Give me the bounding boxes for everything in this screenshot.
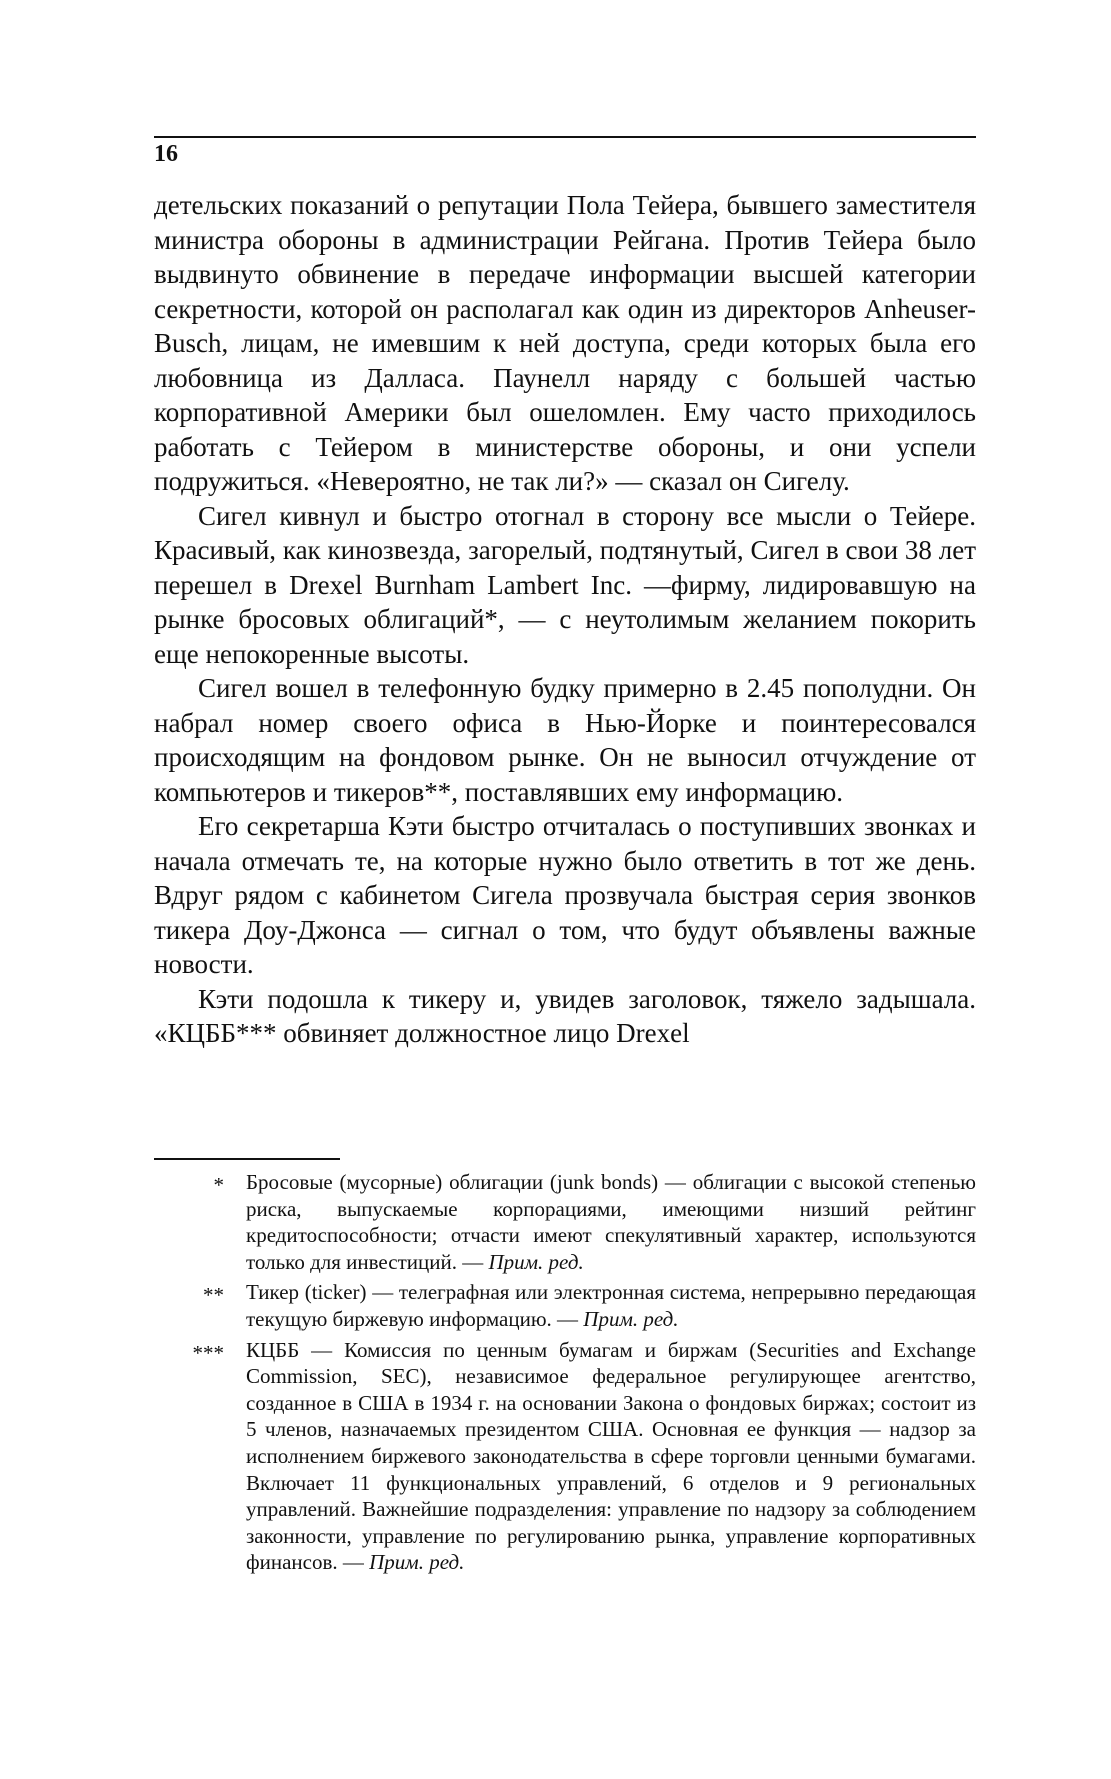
paragraph: Кэти подошла к тикеру и, увидев заголовок, тяжело задышала. «КЦББ*** обвиняет должностное лицо Drexel	[154, 983, 976, 1048]
footnote	[154, 1279, 976, 1332]
paragraph: детельских показаний о репутации Пола Тейера, бывшего заместителя министра обороны в администрации Рейгана. Против Тейера было выдвинуто обвинение в передаче информации высшей категории секретности, которой он располагал как один из директоров Anheuser-Busch, лицам, не имевшим к ней доступа, среди которых была его любовница из Далласа. Паунелл наряду с большей частью корпоративной Америки был ошеломлен. Ему часто приходилось работать с Тейером в министерстве обороны, и они успели подружиться. «Невероятно, не так ли?» — сказал он Сигелу.	[154, 190, 976, 496]
page-number: 16	[154, 141, 178, 167]
footnote-editor-note: Прим. ред.	[583, 1306, 679, 1331]
footnotes	[154, 1169, 976, 1580]
footnote-mark: ***	[192, 1340, 224, 1365]
footnote-text	[246, 1337, 976, 1576]
paragraph: Его секретарша Кэти быстро отчиталась о поступивших звонках и начала отмечать те, на которые нужно было ответить в тот же день. Вдруг рядом с кабинетом Сигела прозвучала быстрая серия звонков тикера Доу-Джонса — сигнал о том, что будут объявлены важные новости.	[154, 811, 976, 979]
footnote-mark: *	[213, 1173, 224, 1197]
body-text	[154, 188, 976, 1051]
footnote-rule	[154, 1158, 340, 1160]
header-rule	[154, 136, 976, 138]
footnote-text	[246, 1169, 976, 1275]
footnote-mark: **	[203, 1283, 224, 1308]
paragraph: Сигел кивнул и быстро отогнал в сторону все мысли о Тейере. Красивый, как кинозвезда, загорелый, подтянутый, Сигел в свои 38 лет перешел в Drexel Burnham Lambert Inc. —фирму, лидировавшую на рынке бросовых облигаций*, — с неутолимым желанием покорить еще непокоренные высоты.	[154, 500, 976, 669]
footnote-editor-note: Прим. ред.	[369, 1550, 465, 1575]
footnote	[154, 1337, 976, 1576]
footnote-text	[246, 1279, 976, 1332]
footnote-body: Бросовые (мусорные) облигации (junk bonds) — облигации с высокой степенью риска, выпускаемые корпорациями, имеющими низший рейтинг кредитоспособности; отчасти имеют спекулятивный характер, используются только для инвестиций. —	[246, 1170, 976, 1274]
footnote-editor-note: Прим. ред.	[488, 1249, 584, 1274]
footnote	[154, 1169, 976, 1275]
footnote-body: КЦББ — Комиссия по ценным бумагам и биржам (Securities and Exchange Commission, SEC), независимое федеральное регулирующее агентство, созданное в США в 1934 г. на основании Закона о фондовых биржах; состоит из 5 членов, назначаемых президентом США. Основная ее функция — надзор за исполнением биржевого законодательства в сфере торговли ценными бумагами. Включает 11 функциональных управлений, 6 отделов и 9 региональных управлений. Важнейшие подразделения: управление по надзору за соблюдением законности, управление по регулированию рынка, управление корпоративных финансов. —	[246, 1337, 976, 1575]
footnote-body: Тикер (ticker) — телеграфная или электронная система, непрерывно передающая текущую биржевую информацию. —	[246, 1280, 976, 1331]
paragraph: Сигел вошел в телефонную будку примерно в 2.45 пополудни. Он набрал номер своего офиса в Нью-Йорке и поинтересовался происходящим на фондовом рынке. Он не выносил отчуждение от компьютеров и тикеров**, поставлявших ему информацию.	[154, 673, 976, 807]
